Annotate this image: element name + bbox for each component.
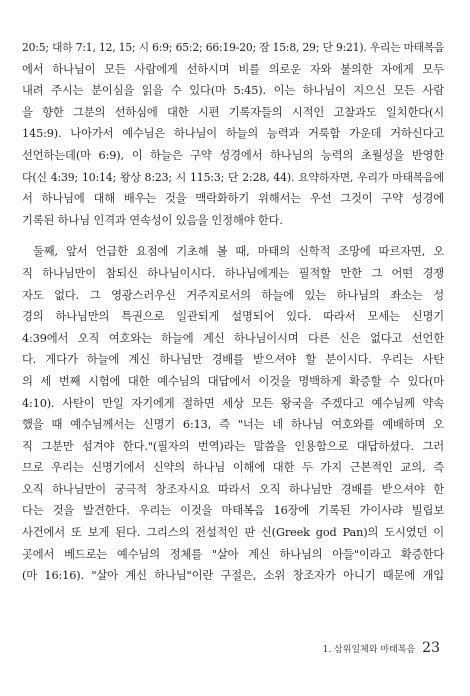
text-line: 다(신 4:39; 10:14; 왕상 8:23; 시 115:3; 단 2:28, 44). 요약하자면, 우리가 마태복음에 — [22, 170, 444, 184]
text-line: 서 하나님에 대해 배우는 것을 맥락화하기 위해서는 우선 그것이 구약 성경에 — [22, 192, 444, 206]
paragraph-1 — [22, 37, 444, 231]
text-line: 사건에서 또 보게 된다. 그리스의 전설적인 판 신(Greek god Pan)의 도시였던 이 — [22, 526, 444, 540]
paragraph-2 — [22, 241, 444, 587]
text-line: 내려 주시는 분이심을 읽을 수 있다(마 5:45). 이는 하나님이 지으신 모든 사람 — [22, 84, 444, 98]
page-footer — [323, 640, 440, 656]
text-line: 둘째, 앞서 언급한 요점에 기초해 볼 때, 마태의 신학적 조망에 따르자면, 오 — [33, 245, 444, 259]
text-line: 기록된 하나님 인격과 연속성이 있음을 인정해야 한다. — [22, 213, 283, 227]
text-line: 145:9). 나아가서 예수님은 하나님이 하늘의 능력과 거룩함 가운데 거하신다고 — [22, 127, 444, 141]
text-line: 선언하는데(마 6:9), 이 하늘은 구약 성경에서 하나님의 능력의 초월성을 반영한 — [22, 148, 444, 162]
body-text — [22, 37, 444, 587]
text-line: 직 그분만 섬겨야 한다."(필자의 번역)라는 말씀을 인용함으로 대답하셨다. 그러 — [22, 439, 444, 453]
text-line: (마 16:16). "살아 계신 하나님"이란 구절은, 소위 창조자가 아니기 때문에 개입 — [22, 569, 444, 583]
text-line: 경의 하나님만의 특권으로 일관되게 설명되어 있다. 따라서 모세는 신명기 — [22, 310, 444, 324]
text-line: 다. 게다가 하늘에 계신 하나님만 경배를 받으셔야 할 분이시다. 우리는 사탄 — [22, 353, 444, 367]
text-line: 므로 우리는 신명기에서 신약의 하나님 이해에 대한 두 가지 근본적인 교의, 즉 — [22, 461, 444, 475]
text-line: 4:39에서 오직 여호와는 하늘에 계신 하나님이시며 다른 신은 없다고 선언한 — [22, 331, 444, 345]
text-line: 했을 때 예수님께서는 신명기 6:13, 즉 "너는 네 하나님 여호와를 예배하며 오 — [22, 418, 444, 432]
text-line: 을 향한 그분의 선하심에 대한 시편 기록자들의 시적인 고찰과도 일치한다(시 — [22, 105, 444, 119]
running-title: 1. 삼위일체와 마태복음 — [322, 645, 416, 655]
text-line: 직 하나님만이 참되신 하나님이시다. 하나님에게는 필적할 만한 그 어떤 경쟁 — [22, 266, 444, 280]
text-line: 오직 하나님만이 궁극적 창조자시요 따라서 오직 하나님만 경배를 받으셔야 한 — [22, 482, 444, 496]
text-line: 곳에서 베드로는 예수님의 정체를 "살아 계신 하나님의 아들"이라고 확증한다 — [22, 547, 444, 561]
text-line: 4:10). 사탄이 만일 자기에게 절하면 세상 모든 왕국을 주겠다고 예수님께 약속 — [22, 396, 444, 410]
text-line: 의 세 번째 시험에 대한 예수님의 대답에서 이것을 명백하게 확증할 수 있다(마 — [22, 374, 444, 388]
text-line: 자도 없다. 그 영광스러우신 거주지로서의 하늘에 있는 하나님의 좌소는 성 — [22, 288, 444, 302]
text-line: 에서 하나님이 모든 사람에게 선하시며 비를 의로운 자와 불의한 자에게 모두 — [22, 62, 444, 76]
page-number: 23 — [422, 640, 440, 656]
text-line: 다는 것을 발견한다. 우리는 이것을 마태복음 16장에 기록된 가이사랴 빌립보 — [22, 504, 444, 518]
text-line: 20:5; 대하 7:1, 12, 15; 시 6:9; 65:2; 66:19-20; 잠 15:8, 29; 단 9:21). 우리는 마태복음 — [22, 41, 444, 54]
